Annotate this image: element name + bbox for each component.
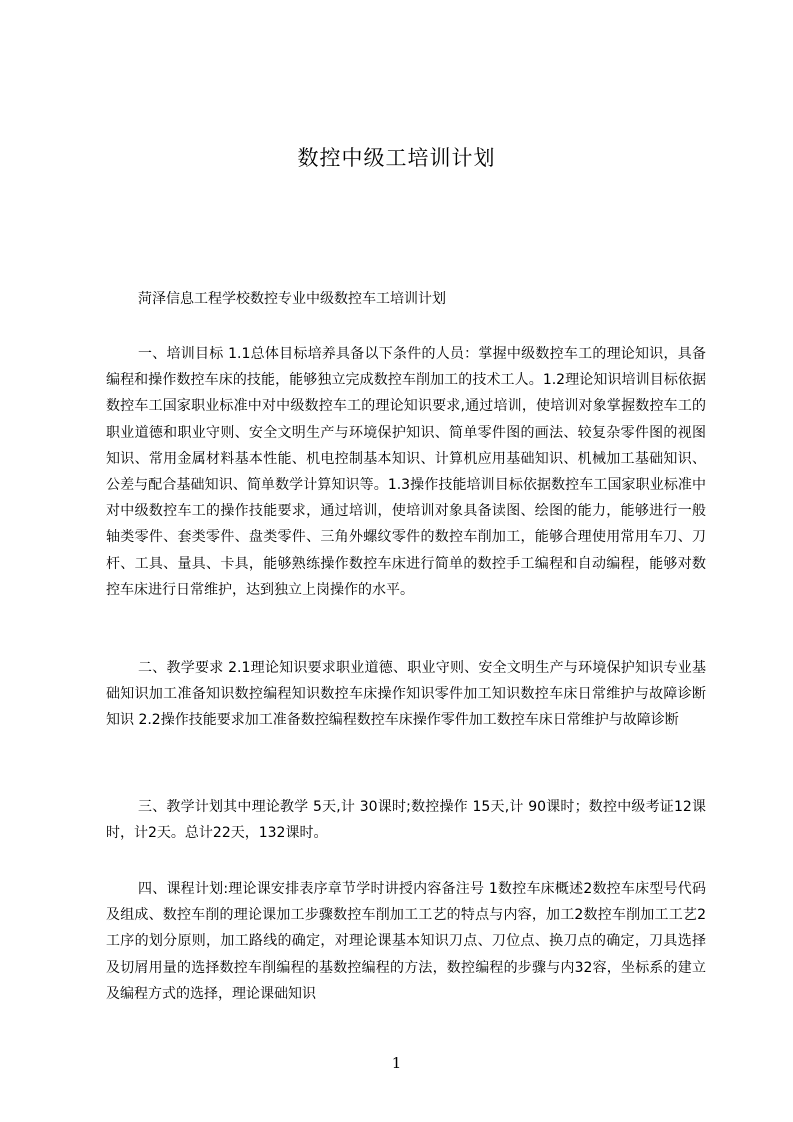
- document-subtitle: 菏泽信息工程学校数控专业中级数控车工培训计划: [138, 291, 446, 307]
- page-number: 1: [391, 1054, 402, 1072]
- document-title: 数控中级工培训计划: [297, 146, 496, 170]
- section-teaching-plan: 三、教学计划其中理论教学 5天,计 30课时;数控操作 15天,计 90课时；数控中级考证12课时，计2天。总计22天，132课时。: [106, 799, 706, 842]
- section-course-plan: 四、课程计划:理论课安排表序章节学时讲授内容备注号 1数控车床概述2数控车床型号代码及组成、数控车削的理论课加工步骤数控车削加工工艺的特点与内容，加工2数控车削加工工艺2工序的划分原则，加工路线的确定，对理论课基本知识刀点、刀位点、换刀点的确定，刀具选择及切屑用量的选择数控车削编程的基数控编程的方法，数控编程的步骤与内32容，坐标系的建立及编程方式的选择，理论课础知识: [106, 881, 706, 1002]
- section-training-objectives: 一、培训目标 1.1总体目标培养具备以下条件的人员：掌握中级数控车工的理论知识，具备编程和操作数控车床的技能，能够独立完成数控车削加工的技术工人。1.2理论知识培训目标依据数控车工国家职业标准中对中级数控车工的理论知识要求,通过培训，使培训对象掌握数控车工的职业道德和职业守则、安全文明生产与环境保护知识、简单零件图的画法、较复杂零件图的视图知识、常用金属材料基本性能、机电控制基本知识、计算机应用基础知识、机械加工基础知识、公差与配合基础知识、简单数学计算知识等。1.3操作技能培训目标依据数控车工国家职业标准中对中级数控车工的操作技能要求，通过培训，使培训对象具备读图、绘图的能力，能够进行一般轴类零件、套类零件、盘类零件、三角外螺纹零件的数控车削加工，能够合理使用常用车刀、刀杆、工具、量具、卡具，能够熟练操作数控车床进行简单的数控手工编程和自动编程，能够对数控车床进行日常维护，达到独立上岗操作的水平。: [106, 346, 706, 598]
- section-teaching-requirements: 二、教学要求 2.1理论知识要求职业道德、职业守则、安全文明生产与环境保护知识专业基础知识加工准备知识数控编程知识数控车床操作知识零件加工知识数控车床日常维护与故障诊断知识 2.2操作技能要求加工准备数控编程数控车床操作零件加工数控车床日常维护与故障诊断: [106, 660, 706, 729]
